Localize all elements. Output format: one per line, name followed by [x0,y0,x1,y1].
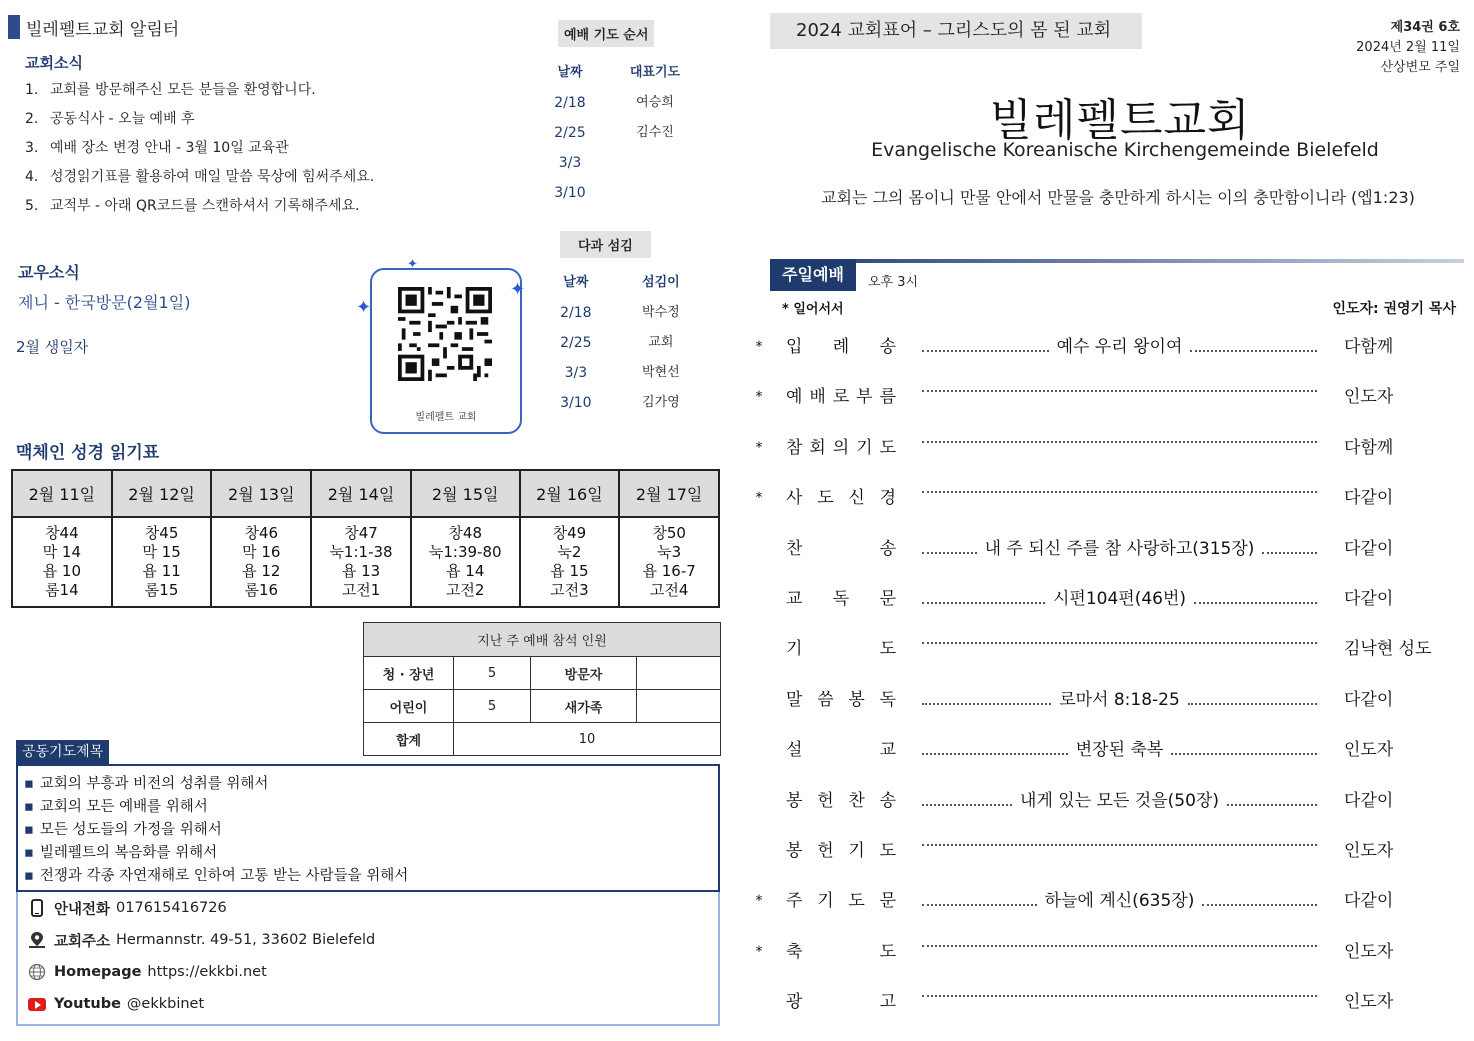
app-title [8,15,179,39]
stand-marker: * [755,439,763,456]
worship-order-item [752,534,1464,564]
order-item-text: 내게 있는 모든 것을(50장) [1020,790,1219,811]
order-item-detail [922,886,1317,916]
list-item: 3. 예배 장소 변경 안내 - 3월 10일 교육관 [25,140,289,156]
prayer-topics-box [16,764,720,892]
order-item-name: 봉 헌 찬 송 [786,790,896,811]
table-cell: 창49 눅2 욥 15 고전3 [520,517,620,607]
list-item: 1. 교회를 방문해주신 모든 분들을 환영합니다. [25,82,316,98]
member-news-heading: 교우소식 [18,263,80,282]
order-item-detail [922,534,1317,564]
stand-marker: * [755,490,763,507]
column-header: 2월 11일 [12,470,112,517]
order-item-detail [922,584,1317,614]
order-item-name: 주 기 도 문 [786,891,896,912]
worship-order-item [752,685,1464,715]
prayer-order-tag: 예배 기도 순서 [558,20,654,47]
homepage-link[interactable]: https://ekkbi.net [147,964,267,980]
order-item-name: 봉 헌 기 도 [786,841,896,861]
qr-label: 빌레펠트 교회 [415,412,477,423]
sparkle-icon: ✦ [407,257,418,272]
worship-order-item [752,634,1464,664]
list-item: ▪ 교회의 모든 예배를 위해서 [24,796,712,819]
stand-marker: * [755,339,763,355]
snack-order-tag: 다과 섬김 [560,231,651,258]
column-header: 2월 17일 [619,470,719,517]
theme-verse: 교회는 그의 몸이니 만물 안에서 만물을 충만하게 하시는 이의 충만함이니라 (엡1:23) [821,188,1415,207]
order-item-participant: 다같이 [1344,589,1394,609]
table-row: 어린이 5 새가족 [364,690,721,723]
table-cell: 창46 막 16 욥 12 롬16 [211,517,311,607]
contact-homepage-row[interactable]: Homepage https://ekkbi.net [26,956,718,988]
order-item-participant: 다함께 [1344,337,1394,357]
prayer-order-section [558,20,654,47]
column-header: 날짜 [563,275,589,290]
column-header: 2월 14일 [311,470,411,517]
table-cell: 창50 눅3 욥 16-7 고전4 [619,517,719,607]
order-item-name: 설 교 [786,740,896,761]
table-row: 2/18 여승희 [554,95,674,111]
order-item-text: 변장된 축복 [1075,740,1164,761]
order-item-detail [922,836,1317,846]
app-title-text: 빌레펠트교회 알림터 [26,19,180,40]
youtube-icon [26,998,48,1011]
column-header: 2월 12일 [112,470,212,517]
column-header: 2월 16일 [520,470,620,517]
stand-note: * 일어서서 [782,302,844,317]
order-item-name: 축 도 [786,941,896,962]
list-item: ▪ 교회의 부흥과 비전의 성취를 위해서 [24,773,712,796]
table-row: 2/25 김수진 [554,125,674,141]
list-item: 2. 공동식사 - 오늘 예배 후 [25,111,195,127]
phone-icon [26,899,48,917]
order-item-text: 로마서 8:18-25 [1059,689,1180,710]
order-item-name: 사 도 신 경 [786,488,896,509]
attendance-table [363,622,721,756]
table-cell: 창48 눅1:39-80 욥 14 고전2 [411,517,520,607]
order-item-detail [922,382,1317,392]
order-item-participant: 다같이 [1344,689,1394,710]
church-name: 빌레펠트교회 [989,95,1251,146]
youtube-link[interactable]: @ekkbinet [126,996,205,1012]
order-item-detail [922,987,1317,997]
worship-order-item [752,332,1464,362]
worship-order-item [752,382,1464,412]
table-row: 합계 10 [364,723,721,756]
column-header: 2월 13일 [211,470,311,517]
order-item-participant: 다같이 [1344,891,1394,912]
list-item: 5. 교적부 - 아래 QR코드를 스캔하셔서 기록해주세요. [25,198,360,214]
issue-info [1356,18,1460,78]
list-item: ▪ 빌레펠트의 복음화를 위해서 [24,842,712,865]
table-row: 청 · 장년 5 방문자 [364,657,721,690]
issue-date: 2024년 2월 11일 [1356,40,1460,55]
table-row: 3/10 [554,185,586,201]
worship-time: 오후 3시 [868,275,919,290]
attendance-title: 지난 주 예배 참석 인원 [364,623,721,657]
table-header-row [12,470,719,517]
list-item: ▪ 전쟁과 각종 자연재해로 인하여 고통 받는 사람들을 위해서 [24,865,712,888]
list-item: 4. 성경읽기표를 활용하여 매일 말씀 묵상에 힘써주세요. [25,169,375,185]
table-cell: 창45 막 15 욥 11 롬15 [112,517,212,607]
worship-tab: 주일예배 [770,259,856,291]
order-item-detail [922,735,1317,765]
reading-plan-table [11,469,720,608]
prayer-order-table [540,58,710,208]
table-row: 2/25 교회 [560,335,674,351]
worship-order-item [752,987,1464,1017]
column-header: 2월 15일 [411,470,520,517]
order-item-detail [922,433,1317,443]
column-header: 날짜 [557,65,583,80]
globe-icon [26,963,48,981]
prayer-topics-tab: 공동기도제목 [16,740,109,764]
contact-youtube-row[interactable]: Youtube @ekkbinet [26,988,718,1020]
order-item-participant: 인도자 [1344,941,1394,962]
order-item-text: 내 주 되신 주를 참 사랑하고(315장) [984,538,1255,559]
stand-marker: * [755,943,763,960]
column-header: 대표기도 [629,65,681,80]
order-item-participant: 인도자 [1344,841,1394,861]
order-item-participant: 다같이 [1344,790,1394,811]
sparkle-icon: ✦ [356,297,372,318]
order-item-name: 참 회 의 기 도 [786,437,896,458]
issue-sunday: 산상변모 주일 [1380,60,1460,75]
order-item-name: 예 배 로 부 름 [786,387,896,408]
table-row: 3/3 [558,155,582,171]
issue-volume: 제34권 6호 [1390,20,1460,35]
snack-order-table [548,268,718,418]
snack-order-section [560,231,651,258]
table-row: 3/10 김가영 [560,395,680,411]
order-item-participant: 인도자 [1344,992,1394,1013]
order-item-detail [922,937,1317,947]
map-pin-icon [26,931,48,949]
stand-marker: * [755,389,763,406]
order-item-name: 입 례 송 [786,337,896,357]
worship-order-item [752,483,1464,513]
order-item-detail [922,634,1317,644]
contact-box [16,892,720,1026]
order-item-participant: 김낙현 성도 [1344,639,1432,660]
worship-order-item [752,584,1464,614]
order-item-detail [922,483,1317,493]
worship-order-item [752,433,1464,463]
worship-order-item [752,836,1464,866]
order-item-participant: 다같이 [1344,538,1394,559]
church-name-german: Evangelische Koreanische Kirchengemeinde Bielefeld [871,139,1379,161]
order-item-participant: 인도자 [1344,387,1394,408]
list-item: ▪ 모든 성도들의 가정을 위해서 [24,819,712,842]
qr-code-icon[interactable] [398,287,492,381]
worship-order-item [752,786,1464,816]
worship-divider [770,259,1464,263]
church-news-heading: 교회소식 [25,54,83,72]
order-item-participant: 인도자 [1344,740,1394,761]
table-row [12,517,719,607]
reading-plan-title: 맥체인 성경 읽기표 [16,443,160,463]
order-item-text: 하늘에 계신(635장) [1044,891,1195,912]
contact-address-row[interactable]: 교회주소 Hermannstr. 49-51, 33602 Bielefeld [26,924,718,956]
order-item-text: 시편104편(46번) [1052,589,1187,609]
order-item-text: 예수 우리 왕이여 [1056,337,1183,357]
worship-order-item [752,886,1464,916]
table-row: 3/3 박현선 [564,365,680,381]
order-item-name: 교 독 문 [786,589,896,609]
birthday-heading: 2월 생일자 [16,338,89,356]
column-header: 섬김이 [642,275,680,290]
church-motto: 2024 교회표어 – 그리스도의 몸 된 교회 [770,13,1142,49]
order-item-name: 광 고 [786,992,896,1013]
contact-phone-row[interactable]: 안내전화 017615416726 [26,892,718,924]
church-news-list [25,80,374,225]
order-item-detail [922,332,1317,362]
member-news-line: 제니 - 한국방문(2월1일) [18,293,191,312]
sparkle-icon: ✦ [510,279,526,300]
table-cell: 창44 막 14 욥 10 롬14 [12,517,112,607]
order-item-detail [922,786,1317,816]
stand-marker: * [755,893,763,910]
order-item-name: 말 씀 봉 독 [786,689,896,710]
worship-order-item [752,937,1464,967]
table-cell: 창47 눅1:1-38 욥 13 고전1 [311,517,411,607]
order-item-participant: 다함께 [1344,437,1394,458]
order-item-participant: 다같이 [1344,488,1394,509]
worship-leader: 인도자: 권영기 목사 [1332,301,1456,317]
title-bar-marker [8,15,20,39]
worship-order-item [752,735,1464,765]
order-item-name: 찬 송 [786,538,896,559]
table-row: 2/18 박수정 [560,305,680,321]
order-item-name: 기 도 [786,639,896,660]
order-item-detail [922,685,1317,715]
